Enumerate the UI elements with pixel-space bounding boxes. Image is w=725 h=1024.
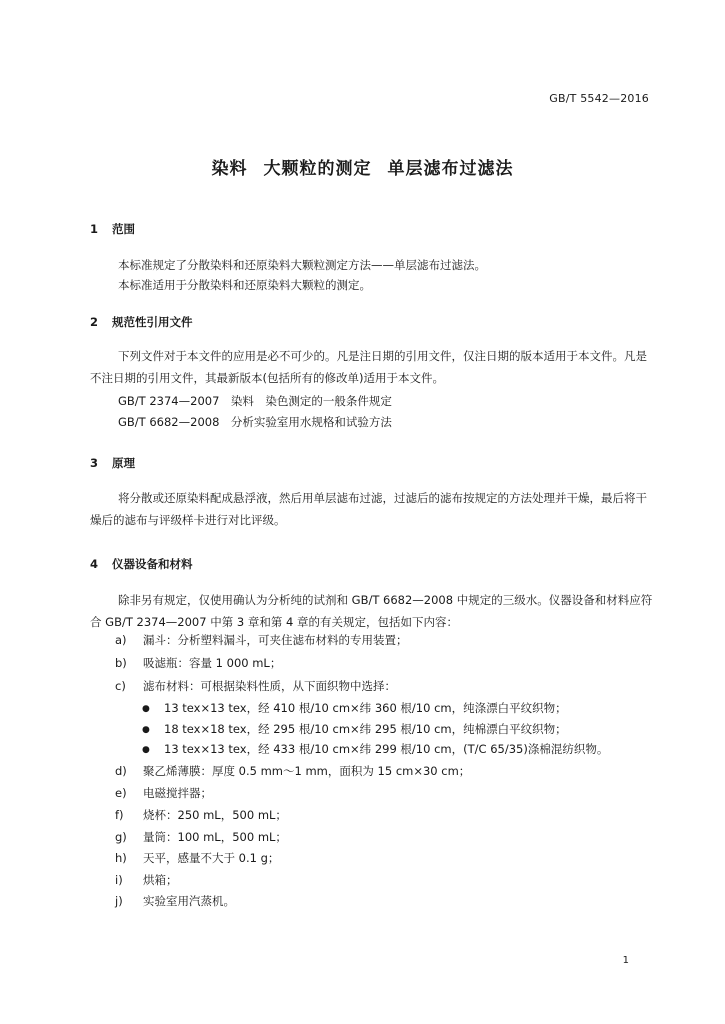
item-text: 吸滤瓶：容量 1 000 mL； [143, 656, 282, 670]
section-title: 规范性引用文件 [112, 315, 193, 329]
bullet-icon: ● [142, 704, 150, 714]
item-label: d) [115, 764, 127, 778]
item-text: 天平，感量不大于 0.1 g； [143, 851, 280, 865]
standard-number: GB/T 5542—2016 [549, 92, 649, 105]
item-label: i) [115, 873, 123, 887]
section-1-heading [90, 221, 135, 237]
section-number: 3 [90, 456, 99, 470]
item-label: c) [115, 679, 126, 693]
bullet-icon: ● [142, 725, 150, 735]
item-text: 滤布材料：可根据染料性质，从下面织物中选择： [143, 679, 396, 693]
page-number: 1 [622, 955, 629, 966]
section-number: 1 [90, 222, 99, 236]
fabric-text: 13 tex×13 tex，经 410 根/10 cm×纬 360 根/10 cm，纯涤漂白平纹织物； [164, 701, 567, 715]
fabric-text: 18 tex×18 tex，经 295 根/10 cm×纬 295 根/10 cm，纯棉漂白平纹织物； [164, 722, 567, 736]
item-label: a) [115, 633, 127, 647]
reference-1: GB/T 2374—2007 染料 染色测定的一般条件规定 [118, 394, 392, 408]
section-number: 2 [90, 315, 99, 329]
title-part-1: 染料 [211, 159, 248, 179]
item-label: g) [115, 830, 127, 844]
section-1-line-1: 本标准规定了分散染料和还原染料大颗粒测定方法——单层滤布过滤法。 [118, 258, 486, 272]
document-title [0, 154, 725, 179]
section-3-heading [90, 455, 135, 471]
list-item-c [115, 678, 396, 694]
item-label: e) [115, 786, 127, 800]
bullet-icon: ● [142, 745, 150, 755]
item-text: 漏斗：分析塑料漏斗，可夹住滤布材料的专用装置； [143, 633, 408, 647]
list-item-i [115, 872, 178, 888]
item-label: j) [115, 894, 123, 908]
reference-2: GB/T 6682—2008 分析实验室用水规格和试验方法 [118, 415, 392, 429]
fabric-text: 13 tex×13 tex，经 433 根/10 cm×纬 299 根/10 cm，(T/C 65/35)涤棉混纺织物。 [164, 742, 609, 756]
section-2-heading [90, 314, 193, 330]
title-part-3: 单层滤布过滤法 [387, 159, 514, 179]
item-text: 烧杯：250 mL，500 mL； [143, 808, 287, 822]
list-item-j [115, 893, 235, 909]
section-title: 范围 [112, 222, 135, 236]
fabric-option-2 [142, 721, 567, 737]
list-item-g [115, 829, 287, 845]
section-2-paragraph: 下列文件对于本文件的应用是必不可少的。凡是注日期的引用文件，仅注日期的版本适用于本文件。凡是不注日期的引用文件，其最新版本(包括所有的修改单)适用于本文件。 [90, 349, 647, 385]
section-title: 仪器设备和材料 [112, 557, 193, 571]
section-4-heading [90, 556, 193, 572]
fabric-option-1 [142, 700, 567, 716]
section-title: 原理 [112, 456, 135, 470]
item-text: 聚乙烯薄膜：厚度 0.5 mm～1 mm，面积为 15 cm×30 cm； [143, 764, 471, 778]
item-label: h) [115, 851, 127, 865]
list-item-h [115, 850, 279, 866]
list-item-f [115, 807, 287, 823]
item-text: 烘箱； [143, 873, 178, 887]
item-text: 实验室用汽蒸机。 [143, 894, 235, 908]
fabric-option-3 [142, 741, 608, 757]
list-item-d [115, 763, 470, 779]
item-label: f) [115, 808, 124, 822]
section-3-paragraph: 将分散或还原染料配成悬浮液，然后用单层滤布过滤，过滤后的滤布按规定的方法处理并干燥，最后将干燥后的滤布与评级样卡进行对比评级。 [90, 491, 647, 527]
section-number: 4 [90, 557, 99, 571]
item-label: b) [115, 656, 127, 670]
title-part-2: 大颗粒的测定 [263, 159, 372, 179]
list-item-b [115, 655, 281, 671]
list-item-e [115, 785, 212, 801]
item-text: 量筒：100 mL，500 mL； [143, 830, 287, 844]
list-item-a [115, 632, 408, 648]
section-1-line-2: 本标准适用于分散染料和还原染料大颗粒的测定。 [118, 278, 371, 292]
item-text: 电磁搅拌器； [143, 786, 212, 800]
section-4-paragraph: 除非另有规定，仅使用确认为分析纯的试剂和 GB/T 6682—2008 中规定的三级水。仪器设备和材料应符合 GB/T 2374—2007 中第 3 章和第 4 章的有关规定，包括如下内容： [90, 593, 653, 629]
